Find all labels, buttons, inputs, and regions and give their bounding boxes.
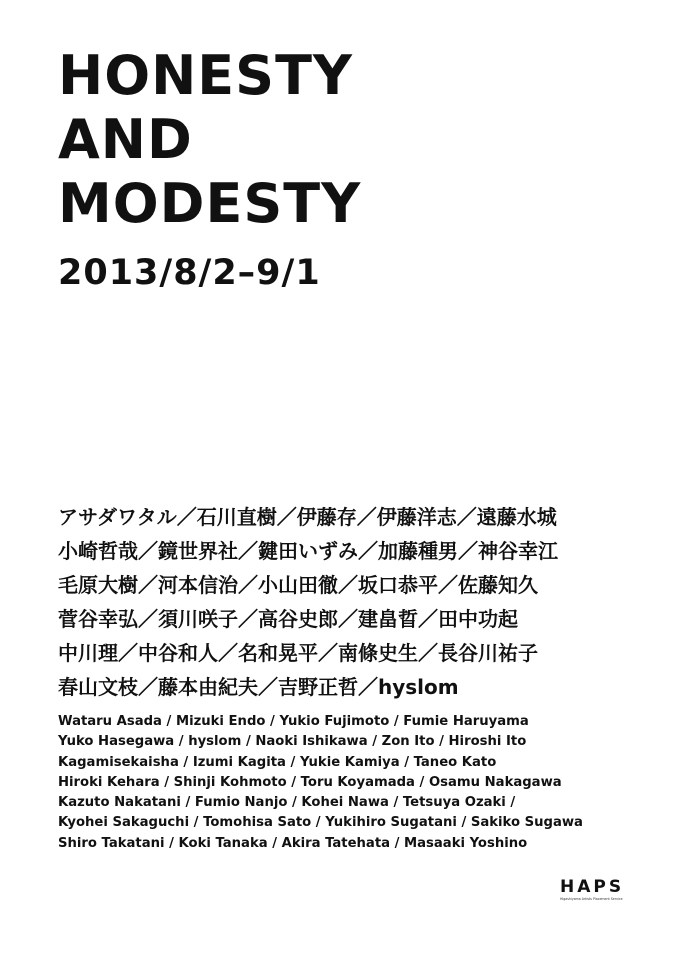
artist-line-en: Wataru Asada / Mizuki Endo / Yukio Fujimoto / Fumie Haruyama bbox=[58, 714, 529, 729]
artist-line-ja: 中川理／中谷和人／名和晃平／南條史生／長谷川祐子 bbox=[58, 641, 538, 665]
artist-line-en: Kyohei Sakaguchi / Tomohisa Sato / Yukihiro Sugatani / Sakiko Sugawa bbox=[58, 815, 583, 831]
artist-line-ja: アサダワタル／石川直樹／伊藤存／伊藤洋志／遠藤水城 bbox=[58, 505, 557, 529]
artist-line-ja: 毛原大樹／河本信治／小山田徹／坂口恭平／佐藤知久 bbox=[58, 573, 538, 597]
artist-line-en: Yuko Hasegawa / hyslom / Naoki Ishikawa / Zon Ito / Hiroshi Ito bbox=[58, 734, 527, 750]
artist-line-en: Hiroki Kehara / Shinji Kohmoto / Toru Koyamada / Osamu Nakagawa bbox=[58, 774, 562, 790]
artist-list-english bbox=[58, 712, 628, 854]
artist-line-ja: 菅谷幸弘／須川咲子／高谷史郎／建畠晢／田中功起 bbox=[58, 607, 518, 631]
logo-subtitle: Higashiyama Artists Placement Service bbox=[560, 897, 623, 901]
logo-wordmark: HAPS bbox=[560, 877, 625, 897]
exhibition-dates: 2013/8/2–9/1 bbox=[58, 253, 321, 293]
haps-logo bbox=[560, 878, 626, 901]
artist-line-ja: 小崎哲哉／鏡世界社／鍵田いずみ／加藤種男／神谷幸江 bbox=[58, 539, 558, 563]
artist-line-ja: 春山文枝／藤本由紀夫／吉野正哲／hyslom bbox=[58, 675, 459, 699]
title-line-1: HONESTY bbox=[58, 44, 354, 107]
exhibition-title bbox=[58, 44, 361, 236]
artist-line-en: Kazuto Nakatani / Fumio Nanjo / Kohei Nawa / Tetsuya Ozaki / bbox=[58, 795, 516, 811]
artist-line-en: Shiro Takatani / Koki Tanaka / Akira Tatehata / Masaaki Yoshino bbox=[58, 835, 528, 851]
artist-line-en: Kagamisekaisha / Izumi Kagita / Yukie Kamiya / Taneo Kato bbox=[58, 754, 497, 770]
title-line-3: MODESTY bbox=[58, 172, 362, 235]
artist-list-japanese bbox=[58, 500, 628, 704]
title-line-2: AND bbox=[58, 108, 193, 171]
